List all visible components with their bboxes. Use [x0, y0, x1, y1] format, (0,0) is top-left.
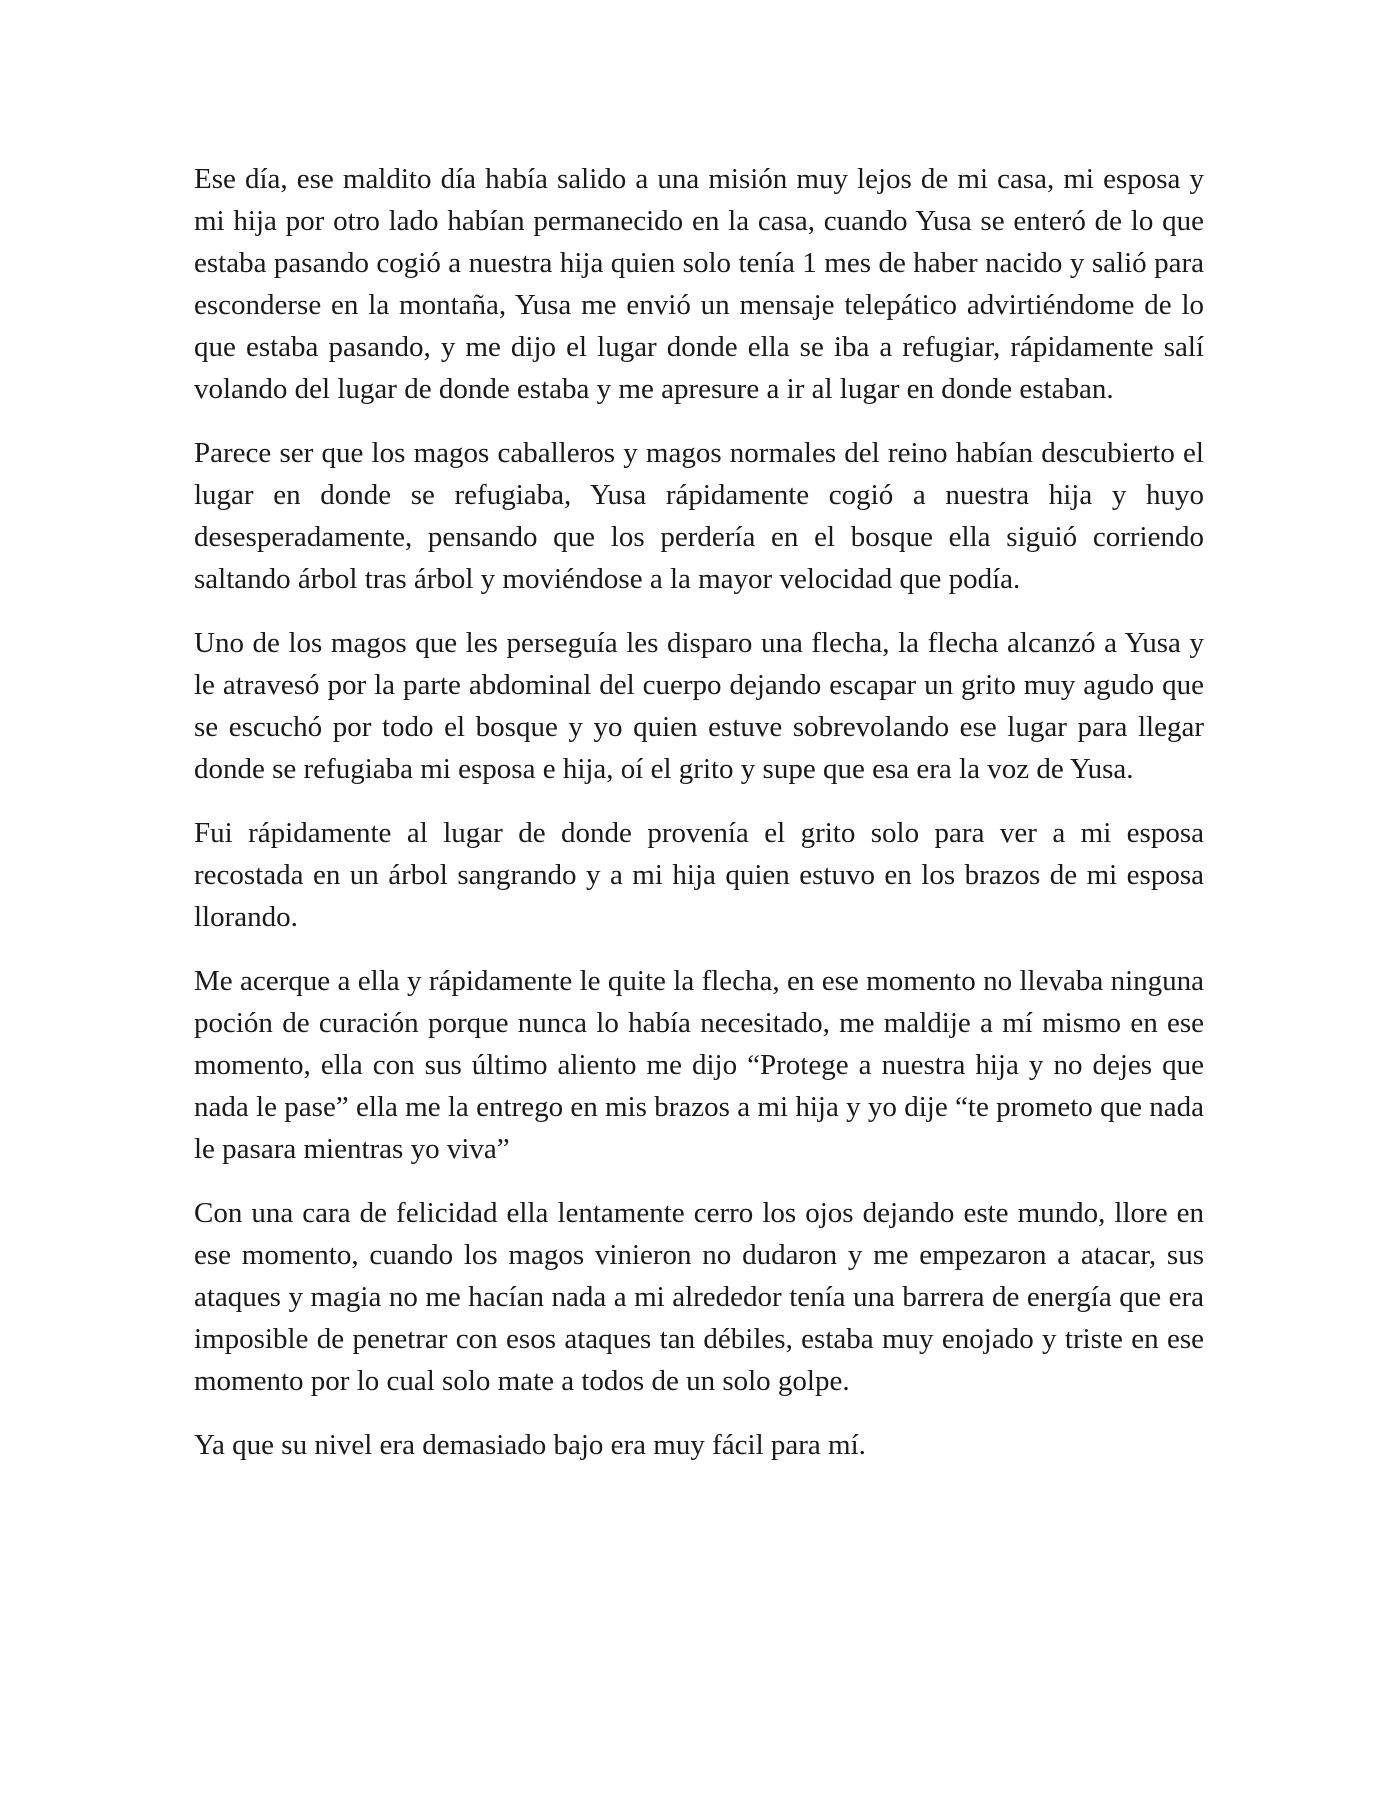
paragraph-6: Con una cara de felicidad ella lentamente cerro los ojos dejando este mundo, llore en ese momento, cuando los magos vinieron no dudaron y me empezaron a atacar, sus ataques y magia no me hacían nada a mi alrededor tenía una barrera de energía que era imposible de penetrar con esos ataques tan débiles, estaba muy enojado y triste en ese momento por lo cual solo mate a todos de un solo golpe. — [194, 1197, 1204, 1397]
paragraph-7: Ya que su nivel era demasiado bajo era muy fácil para mí. — [194, 1429, 866, 1461]
paragraph-4: Fui rápidamente al lugar de donde provenía el grito solo para ver a mi esposa recostada en un árbol sangrando y a mi hija quien estuvo en los brazos de mi esposa llorando. — [194, 817, 1204, 933]
paragraph-2: Parece ser que los magos caballeros y magos normales del reino habían descubierto el lugar en donde se refugiaba, Yusa rápidamente cogió a nuestra hija y huyo desesperadamente, pensando que los perdería en el bosque ella siguió corriendo saltando árbol tras árbol y moviéndose a la mayor velocidad que podía. — [194, 437, 1204, 595]
paragraph-3: Uno de los magos que les perseguía les disparo una flecha, la flecha alcanzó a Yusa y le atravesó por la parte abdominal del cuerpo dejando escapar un grito muy agudo que se escuchó por todo el bosque y yo quien estuve sobrevolando ese lugar para llegar donde se refugiaba mi esposa e hija, oí el grito y supe que esa era la voz de Yusa. — [194, 627, 1204, 785]
paragraph-5: Me acerque a ella y rápidamente le quite la flecha, en ese momento no llevaba ninguna poción de curación porque nunca lo había necesitado, me maldije a mí mismo en ese momento, ella con sus último aliento me dijo “Protege a nuestra hija y no dejes que nada le pase” ella me la entrego en mis brazos a mi hija y yo dije “te prometo que nada le pasara mientras yo viva” — [194, 965, 1204, 1165]
paragraph-1: Ese día, ese maldito día había salido a una misión muy lejos de mi casa, mi esposa y mi hija por otro lado habían permanecido en la casa, cuando Yusa se enteró de lo que estaba pasando cogió a nuestra hija quien solo tenía 1 mes de haber nacido y salió para esconderse en la montaña, Yusa me envió un mensaje telepático advirtiéndome de lo que estaba pasando, y me dijo el lugar donde ella se iba a refugiar, rápidamente salí volando del lugar de donde estaba y me apresure a ir al lugar en donde estaban. — [194, 163, 1204, 405]
document-body — [194, 158, 1204, 1488]
